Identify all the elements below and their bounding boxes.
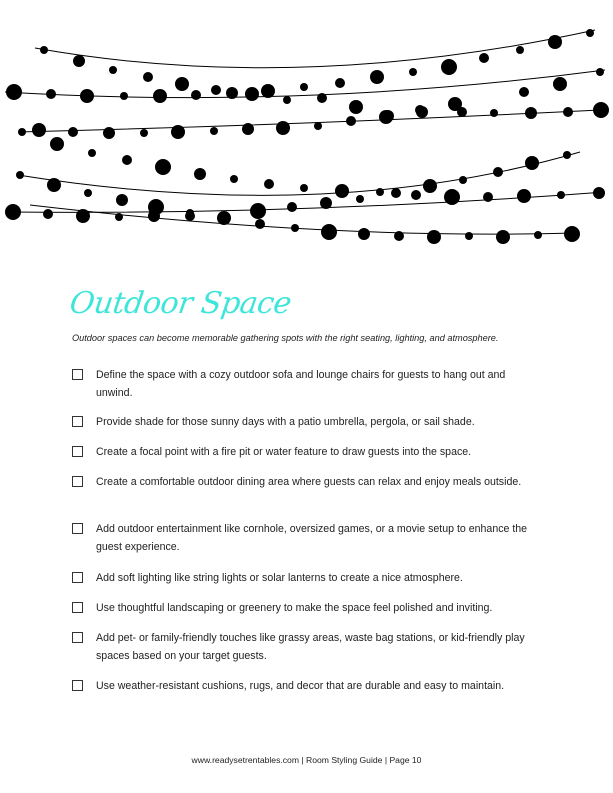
checklist-item-text: Define the space with a cozy outdoor sofa and lounge chairs for guests to hang out and unwind. [96,369,506,399]
checkbox[interactable] [72,446,83,457]
checklist-item-text: Provide shade for those sunny days with a patio umbrella, pergola, or sail shade. [96,416,475,428]
checklist-item-text: Use weather-resistant cushions, rugs, and decor that are durable and easy to maintain. [96,680,505,692]
checklist-item[interactable] [72,366,532,402]
checklist-item[interactable] [72,473,532,491]
page-subtitle: Outdoor spaces can become memorable gathering spots with the right seating, lighting, and atmosphere. [72,333,499,343]
page-title: Outdoor Space [67,286,294,321]
checkbox[interactable] [72,572,83,583]
checkbox[interactable] [72,523,83,534]
checklist-item-text: Create a focal point with a fire pit or water feature to draw guests into the space. [96,446,472,458]
checklist-item-text: Use thoughtful landscaping or greenery to make the space feel polished and inviting. [96,602,493,614]
checkbox[interactable] [72,416,83,427]
checklist-item-text: Create a comfortable outdoor dining area where guests can relax and enjoy meals outside. [96,476,522,488]
checklist-item-text: Add soft lighting like string lights or solar lanterns to create a nice atmosphere. [96,572,463,584]
checklist-item[interactable] [72,520,532,556]
checkbox[interactable] [72,680,83,691]
checklist-item[interactable] [72,677,532,695]
checkbox[interactable] [72,369,83,380]
checklist-item[interactable] [72,629,532,665]
checklist-item[interactable] [72,443,532,461]
checklist-item[interactable] [72,413,532,431]
string-lights-illustration [0,0,613,250]
checkbox[interactable] [72,476,83,487]
checkbox[interactable] [72,632,83,643]
checklist-item[interactable] [72,599,532,617]
checklist-item-text: Add pet- or family-friendly touches like grassy areas, waste bag stations, or kid-friendly play spaces based on your target guests. [96,632,525,662]
checklist-item[interactable] [72,569,532,587]
checklist-item-text: Add outdoor entertainment like cornhole, oversized games, or a movie setup to enhance the guest experience. [96,523,528,553]
checkbox[interactable] [72,602,83,613]
page-footer: www.readysetrentables.com | Room Styling Guide | Page 10 [191,755,422,765]
